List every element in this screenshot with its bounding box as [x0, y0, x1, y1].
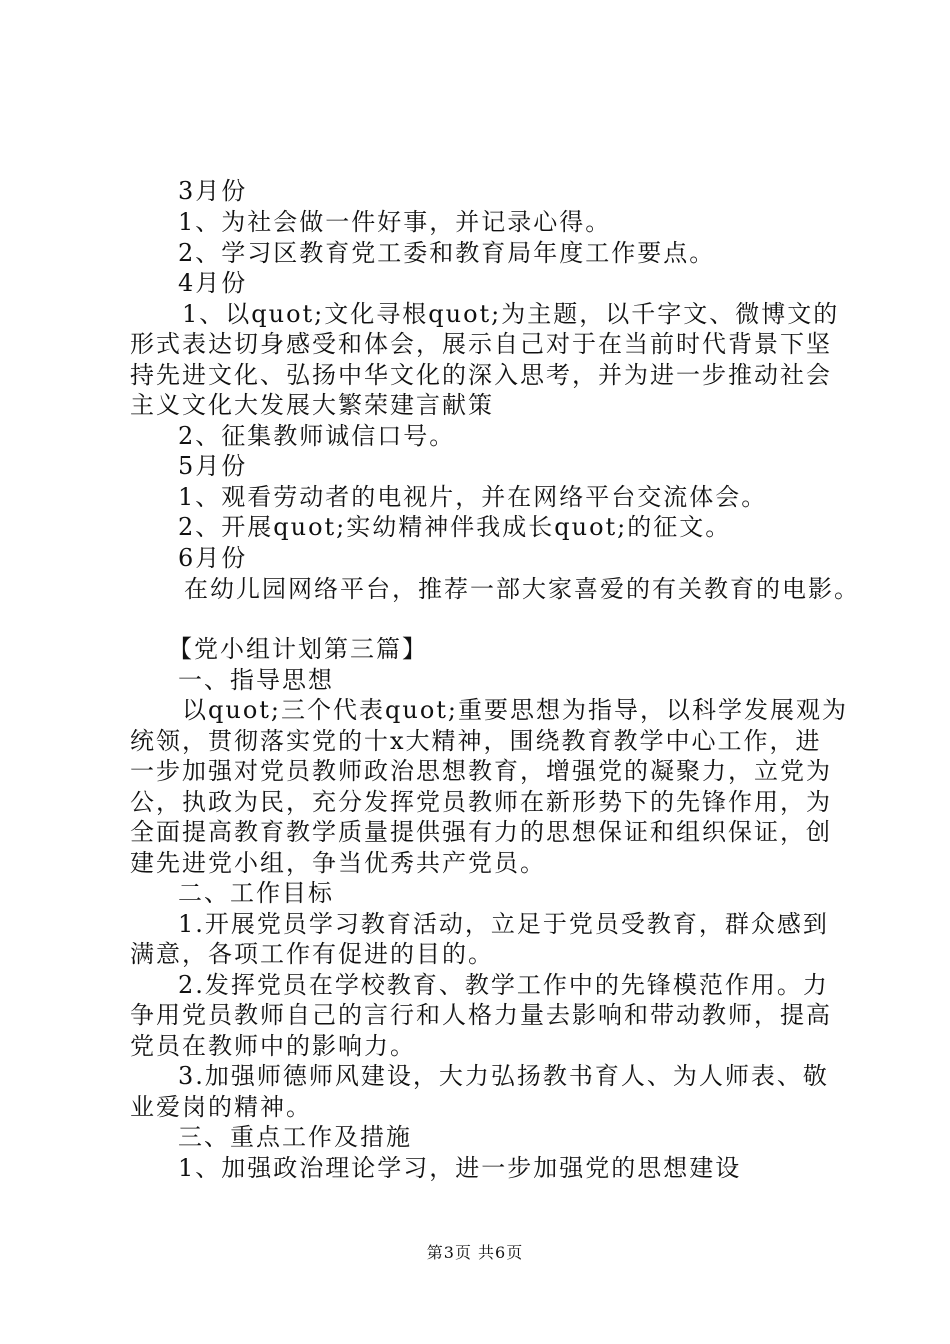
paragraph-line: 2、征集教师诚信口号。 [178, 422, 456, 450]
page-number-footer: 第3页 共6页 [426, 1243, 524, 1262]
section-title: 【党小组计划第三篇】 [168, 635, 428, 663]
paragraph-line: 以quot;三个代表quot;重要思想为指导，以科学发展观为 [182, 696, 848, 724]
paragraph-line: 形式表达切身感受和体会，展示自己对于在当前时代背景下坚 [130, 330, 832, 358]
paragraph-line: 2、学习区教育党工委和教育局年度工作要点。 [178, 239, 716, 267]
paragraph-line: 一步加强对党员教师政治思想教育，增强党的凝聚力，立党为 [130, 757, 832, 785]
paragraph-line: 1、观看劳动者的电视片，并在网络平台交流体会。 [178, 483, 768, 511]
paragraph-line: 1.开展党员学习教育活动，立足于党员受教育，群众感到 [178, 910, 829, 938]
paragraph-line: 建先进党小组，争当优秀共产党员。 [130, 849, 546, 877]
paragraph-line: 主义文化大发展大繁荣建言献策 [130, 391, 494, 419]
paragraph-line: 1、以quot;文化寻根quot;为主题，以千字文、微博文的 [182, 300, 840, 328]
paragraph-line: 2、开展quot;实幼精神伴我成长quot;的征文。 [178, 513, 732, 541]
section-heading: 一、指导思想 [178, 666, 334, 694]
month-heading-june: 6月份 [178, 544, 248, 572]
paragraph-line: 1、为社会做一件好事，并记录心得。 [178, 208, 612, 236]
section-heading: 二、工作目标 [178, 879, 334, 907]
paragraph-line: 业爱岗的精神。 [130, 1093, 312, 1121]
month-heading-may: 5月份 [178, 452, 248, 480]
paragraph-line: 3.加强师德师风建设，大力弘扬教书育人、为人师表、敬 [178, 1062, 829, 1090]
month-heading-april: 4月份 [178, 269, 248, 297]
paragraph-line: 党员在教师中的影响力。 [130, 1032, 416, 1060]
paragraph-line: 争用党员教师自己的言行和人格力量去影响和带动教师，提高 [130, 1001, 832, 1029]
paragraph-line: 持先进文化、弘扬中华文化的深入思考，并为进一步推动社会 [130, 361, 832, 389]
paragraph-line: 公，执政为民，充分发挥党员教师在新形势下的先锋作用，为 [130, 788, 832, 816]
paragraph-line: 2.发挥党员在学校教育、教学工作中的先锋模范作用。力 [178, 971, 829, 999]
section-heading: 三、重点工作及措施 [178, 1123, 412, 1151]
paragraph-line: 统领，贯彻落实党的十x大精神，围绕教育教学中心工作，进 [130, 727, 822, 755]
month-heading-march: 3月份 [178, 177, 248, 205]
paragraph-line: 全面提高教育教学质量提供强有力的思想保证和组织保证，创 [130, 818, 832, 846]
paragraph-line: 满意，各项工作有促进的目的。 [130, 940, 494, 968]
paragraph-line: 在幼儿园网络平台，推荐一部大家喜爱的有关教育的电影。 [184, 575, 860, 603]
paragraph-line: 1、加强政治理论学习，进一步加强党的思想建设 [178, 1154, 742, 1182]
